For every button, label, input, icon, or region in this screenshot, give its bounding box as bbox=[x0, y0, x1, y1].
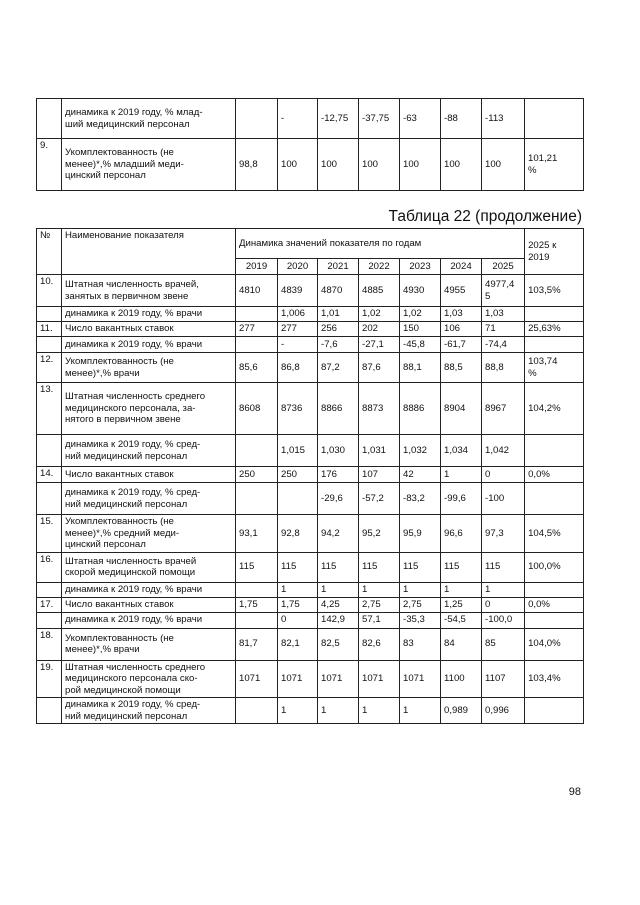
value-cell: 85 bbox=[482, 628, 525, 660]
value-cell: -100 bbox=[482, 483, 525, 515]
total-cell bbox=[525, 698, 584, 724]
value-cell: 82,1 bbox=[278, 628, 318, 660]
table-row bbox=[37, 383, 584, 435]
value-cell bbox=[236, 337, 278, 353]
value-cell: 82,6 bbox=[359, 628, 400, 660]
indicator-name: Укомплектованность (не менее)*,% врачи bbox=[62, 628, 236, 660]
indicator-name: динамика к 2019 году, % сред- ний медицинский персонал bbox=[62, 435, 236, 467]
table-row bbox=[37, 552, 584, 582]
value-cell: 100 bbox=[400, 139, 441, 191]
value-cell: 4977,4 5 bbox=[482, 275, 525, 307]
row-number: 11. bbox=[37, 322, 62, 337]
value-cell: 1,015 bbox=[278, 435, 318, 467]
table-row bbox=[37, 515, 584, 553]
value-cell: 98,8 bbox=[236, 139, 278, 191]
value-cell: 57,1 bbox=[359, 612, 400, 628]
value-cell: 1071 bbox=[278, 660, 318, 698]
row-number: 12. bbox=[37, 353, 62, 383]
total-cell: 100,0% bbox=[525, 552, 584, 582]
value-cell: 1 bbox=[359, 582, 400, 597]
value-cell: 256 bbox=[318, 322, 359, 337]
table-main bbox=[36, 228, 584, 724]
row-number: 16. bbox=[37, 552, 62, 582]
value-cell: 42 bbox=[400, 467, 441, 483]
value-cell: 4885 bbox=[359, 275, 400, 307]
value-cell: 1 bbox=[278, 582, 318, 597]
value-cell: 142,9 bbox=[318, 612, 359, 628]
value-cell: 0 bbox=[482, 597, 525, 612]
value-cell: 250 bbox=[278, 467, 318, 483]
value-cell: -74,4 bbox=[482, 337, 525, 353]
row-number: 13. bbox=[37, 383, 62, 435]
table-row bbox=[37, 698, 584, 724]
total-cell bbox=[525, 435, 584, 467]
row-number bbox=[37, 698, 62, 724]
value-cell: 107 bbox=[359, 467, 400, 483]
indicator-name: динамика к 2019 году, % млад- ший медицинский персонал bbox=[62, 99, 236, 139]
table-row bbox=[37, 435, 584, 467]
value-cell: 150 bbox=[400, 322, 441, 337]
value-cell: 1 bbox=[441, 582, 482, 597]
table-row bbox=[37, 353, 584, 383]
row-number bbox=[37, 307, 62, 322]
value-cell: 8967 bbox=[482, 383, 525, 435]
value-cell bbox=[236, 99, 278, 139]
value-cell: 0 bbox=[482, 467, 525, 483]
value-cell: 88,1 bbox=[400, 353, 441, 383]
value-cell: 100 bbox=[318, 139, 359, 191]
value-cell: 8866 bbox=[318, 383, 359, 435]
value-cell: 88,5 bbox=[441, 353, 482, 383]
row-number bbox=[37, 337, 62, 353]
value-cell: 4839 bbox=[278, 275, 318, 307]
header-total: 2025 к 2019 bbox=[525, 229, 584, 275]
table-row bbox=[37, 582, 584, 597]
value-cell: 86,8 bbox=[278, 353, 318, 383]
value-cell: 2,75 bbox=[400, 597, 441, 612]
total-cell bbox=[525, 337, 584, 353]
value-cell: -113 bbox=[482, 99, 525, 139]
value-cell: -35,3 bbox=[400, 612, 441, 628]
indicator-name: Число вакантных ставок bbox=[62, 597, 236, 612]
value-cell: 250 bbox=[236, 467, 278, 483]
indicator-name: Штатная численность врачей, занятых в первичном звене bbox=[62, 275, 236, 307]
indicator-name: Штатная численность врачей скорой медицинской помощи bbox=[62, 552, 236, 582]
table-row bbox=[37, 597, 584, 612]
total-cell: 104,2% bbox=[525, 383, 584, 435]
row-number: 15. bbox=[37, 515, 62, 553]
value-cell: 1071 bbox=[400, 660, 441, 698]
table-row bbox=[37, 322, 584, 337]
table-row bbox=[37, 337, 584, 353]
value-cell: -29,6 bbox=[318, 483, 359, 515]
total-cell: 103,4% bbox=[525, 660, 584, 698]
value-cell: 115 bbox=[278, 552, 318, 582]
value-cell: 97,3 bbox=[482, 515, 525, 553]
total-cell: 103,74 % bbox=[525, 353, 584, 383]
value-cell: 4955 bbox=[441, 275, 482, 307]
value-cell: 1 bbox=[400, 582, 441, 597]
value-cell: 1,042 bbox=[482, 435, 525, 467]
indicator-name: Штатная численность среднего медицинского персонала, за- нятого в первичном звене bbox=[62, 383, 236, 435]
value-cell: 1 bbox=[318, 698, 359, 724]
value-cell: 4,25 bbox=[318, 597, 359, 612]
value-cell: 106 bbox=[441, 322, 482, 337]
value-cell: 1071 bbox=[318, 660, 359, 698]
value-cell: 83 bbox=[400, 628, 441, 660]
value-cell: 1 bbox=[400, 698, 441, 724]
table-row bbox=[37, 628, 584, 660]
year-header: 2025 bbox=[482, 259, 525, 275]
indicator-name: Укомплектованность (не менее)*,% врачи bbox=[62, 353, 236, 383]
indicator-name: Укомплектованность (не менее)*,% средний меди- цинский персонал bbox=[62, 515, 236, 553]
indicator-name: динамика к 2019 году, % врачи bbox=[62, 612, 236, 628]
value-cell: -27,1 bbox=[359, 337, 400, 353]
indicator-name: Укомплектованность (не менее)*,% младший меди- цинский персонал bbox=[62, 139, 236, 191]
year-header: 2024 bbox=[441, 259, 482, 275]
row-number bbox=[37, 582, 62, 597]
value-cell: 81,7 bbox=[236, 628, 278, 660]
value-cell: 100 bbox=[441, 139, 482, 191]
value-cell: 71 bbox=[482, 322, 525, 337]
value-cell: 1,03 bbox=[482, 307, 525, 322]
value-cell bbox=[236, 307, 278, 322]
total-cell bbox=[525, 483, 584, 515]
value-cell: -37,75 bbox=[359, 99, 400, 139]
total-cell: 25,63% bbox=[525, 322, 584, 337]
row-number: 19. bbox=[37, 660, 62, 698]
total-cell: 104,0% bbox=[525, 628, 584, 660]
indicator-name: Число вакантных ставок bbox=[62, 467, 236, 483]
value-cell: -7,6 bbox=[318, 337, 359, 353]
value-cell: 0 bbox=[278, 612, 318, 628]
table-row bbox=[37, 612, 584, 628]
row-number bbox=[37, 435, 62, 467]
value-cell: 1 bbox=[278, 698, 318, 724]
value-cell: -61,7 bbox=[441, 337, 482, 353]
value-cell: 1,006 bbox=[278, 307, 318, 322]
indicator-name: динамика к 2019 году, % сред- ний медицинский персонал bbox=[62, 698, 236, 724]
value-cell: 8608 bbox=[236, 383, 278, 435]
table-row bbox=[37, 467, 584, 483]
value-cell: - bbox=[278, 99, 318, 139]
value-cell: -12,75 bbox=[318, 99, 359, 139]
value-cell bbox=[236, 612, 278, 628]
row-number bbox=[37, 99, 62, 139]
value-cell: -100,0 bbox=[482, 612, 525, 628]
value-cell: 115 bbox=[441, 552, 482, 582]
value-cell: 88,8 bbox=[482, 353, 525, 383]
value-cell: 95,9 bbox=[400, 515, 441, 553]
year-header: 2022 bbox=[359, 259, 400, 275]
year-header: 2020 bbox=[278, 259, 318, 275]
value-cell: 8736 bbox=[278, 383, 318, 435]
value-cell: -45,8 bbox=[400, 337, 441, 353]
value-cell: 1 bbox=[441, 467, 482, 483]
value-cell: 85,6 bbox=[236, 353, 278, 383]
table-caption: Таблица 22 (продолжение) bbox=[388, 208, 582, 225]
value-cell: 1,03 bbox=[441, 307, 482, 322]
year-header: 2021 bbox=[318, 259, 359, 275]
value-cell: 1 bbox=[318, 582, 359, 597]
value-cell: 277 bbox=[278, 322, 318, 337]
total-cell bbox=[525, 582, 584, 597]
total-cell: 103,5% bbox=[525, 275, 584, 307]
value-cell: 95,2 bbox=[359, 515, 400, 553]
value-cell bbox=[236, 435, 278, 467]
table-row bbox=[37, 307, 584, 322]
total-cell: 101,21 % bbox=[525, 139, 584, 191]
value-cell: -99,6 bbox=[441, 483, 482, 515]
value-cell bbox=[236, 582, 278, 597]
value-cell: 1,75 bbox=[236, 597, 278, 612]
year-header: 2019 bbox=[236, 259, 278, 275]
row-number: 14. bbox=[37, 467, 62, 483]
value-cell: 96,6 bbox=[441, 515, 482, 553]
value-cell: 100 bbox=[278, 139, 318, 191]
indicator-name: динамика к 2019 году, % врачи bbox=[62, 582, 236, 597]
header-name: Наименование показателя bbox=[62, 229, 236, 275]
total-cell bbox=[525, 612, 584, 628]
value-cell: -83,2 bbox=[400, 483, 441, 515]
value-cell: 1107 bbox=[482, 660, 525, 698]
indicator-name: Число вакантных ставок bbox=[62, 322, 236, 337]
value-cell: 1,02 bbox=[359, 307, 400, 322]
value-cell: 82,5 bbox=[318, 628, 359, 660]
value-cell: 92,8 bbox=[278, 515, 318, 553]
value-cell: 84 bbox=[441, 628, 482, 660]
value-cell: 0,989 bbox=[441, 698, 482, 724]
value-cell: 1,75 bbox=[278, 597, 318, 612]
value-cell: 1071 bbox=[359, 660, 400, 698]
value-cell bbox=[236, 483, 278, 515]
value-cell bbox=[236, 698, 278, 724]
total-cell bbox=[525, 99, 584, 139]
value-cell: 1,034 bbox=[441, 435, 482, 467]
value-cell: 87,2 bbox=[318, 353, 359, 383]
value-cell: 1071 bbox=[236, 660, 278, 698]
page-number: 98 bbox=[568, 786, 581, 798]
value-cell: 1,032 bbox=[400, 435, 441, 467]
row-number: 17. bbox=[37, 597, 62, 612]
total-cell bbox=[525, 307, 584, 322]
value-cell: -54,5 bbox=[441, 612, 482, 628]
value-cell: 1 bbox=[359, 698, 400, 724]
row-number: 9. bbox=[37, 139, 62, 191]
table-row bbox=[37, 99, 584, 139]
row-number bbox=[37, 483, 62, 515]
value-cell: 202 bbox=[359, 322, 400, 337]
value-cell: 100 bbox=[482, 139, 525, 191]
value-cell: 1,030 bbox=[318, 435, 359, 467]
table-row bbox=[37, 275, 584, 307]
value-cell: - bbox=[278, 337, 318, 353]
indicator-name: динамика к 2019 году, % сред- ний медицинский персонал bbox=[62, 483, 236, 515]
value-cell: 1 bbox=[482, 582, 525, 597]
value-cell: 1,031 bbox=[359, 435, 400, 467]
table-row bbox=[37, 139, 584, 191]
value-cell: 115 bbox=[318, 552, 359, 582]
value-cell: 1,01 bbox=[318, 307, 359, 322]
header-group: Динамика значений показателя по годам bbox=[236, 229, 525, 259]
value-cell bbox=[278, 483, 318, 515]
value-cell: -88 bbox=[441, 99, 482, 139]
year-header: 2023 bbox=[400, 259, 441, 275]
value-cell: 115 bbox=[236, 552, 278, 582]
indicator-name: Штатная численность среднего медицинского персонала ско- рой медицинской помощи bbox=[62, 660, 236, 698]
value-cell: 115 bbox=[359, 552, 400, 582]
header-row-1 bbox=[37, 229, 584, 259]
value-cell: 8873 bbox=[359, 383, 400, 435]
value-cell: 4810 bbox=[236, 275, 278, 307]
total-cell: 0,0% bbox=[525, 467, 584, 483]
table-row bbox=[37, 660, 584, 698]
indicator-name: динамика к 2019 году, % врачи bbox=[62, 307, 236, 322]
value-cell: 4870 bbox=[318, 275, 359, 307]
value-cell: 8886 bbox=[400, 383, 441, 435]
value-cell: 8904 bbox=[441, 383, 482, 435]
value-cell: 1,25 bbox=[441, 597, 482, 612]
table-row bbox=[37, 483, 584, 515]
value-cell: 2,75 bbox=[359, 597, 400, 612]
value-cell: 115 bbox=[400, 552, 441, 582]
value-cell: 94,2 bbox=[318, 515, 359, 553]
value-cell: 87,6 bbox=[359, 353, 400, 383]
value-cell: -63 bbox=[400, 99, 441, 139]
total-cell: 0,0% bbox=[525, 597, 584, 612]
table-top-continuation bbox=[36, 98, 584, 191]
value-cell: 100 bbox=[359, 139, 400, 191]
row-number bbox=[37, 612, 62, 628]
value-cell: 176 bbox=[318, 467, 359, 483]
row-number: 18. bbox=[37, 628, 62, 660]
value-cell: 115 bbox=[482, 552, 525, 582]
row-number: 10. bbox=[37, 275, 62, 307]
header-num: № bbox=[37, 229, 62, 275]
value-cell: 1100 bbox=[441, 660, 482, 698]
value-cell: 4930 bbox=[400, 275, 441, 307]
value-cell: 0,996 bbox=[482, 698, 525, 724]
value-cell: 1,02 bbox=[400, 307, 441, 322]
indicator-name: динамика к 2019 году, % врачи bbox=[62, 337, 236, 353]
value-cell: 277 bbox=[236, 322, 278, 337]
value-cell: 93,1 bbox=[236, 515, 278, 553]
total-cell: 104,5% bbox=[525, 515, 584, 553]
value-cell: -57,2 bbox=[359, 483, 400, 515]
